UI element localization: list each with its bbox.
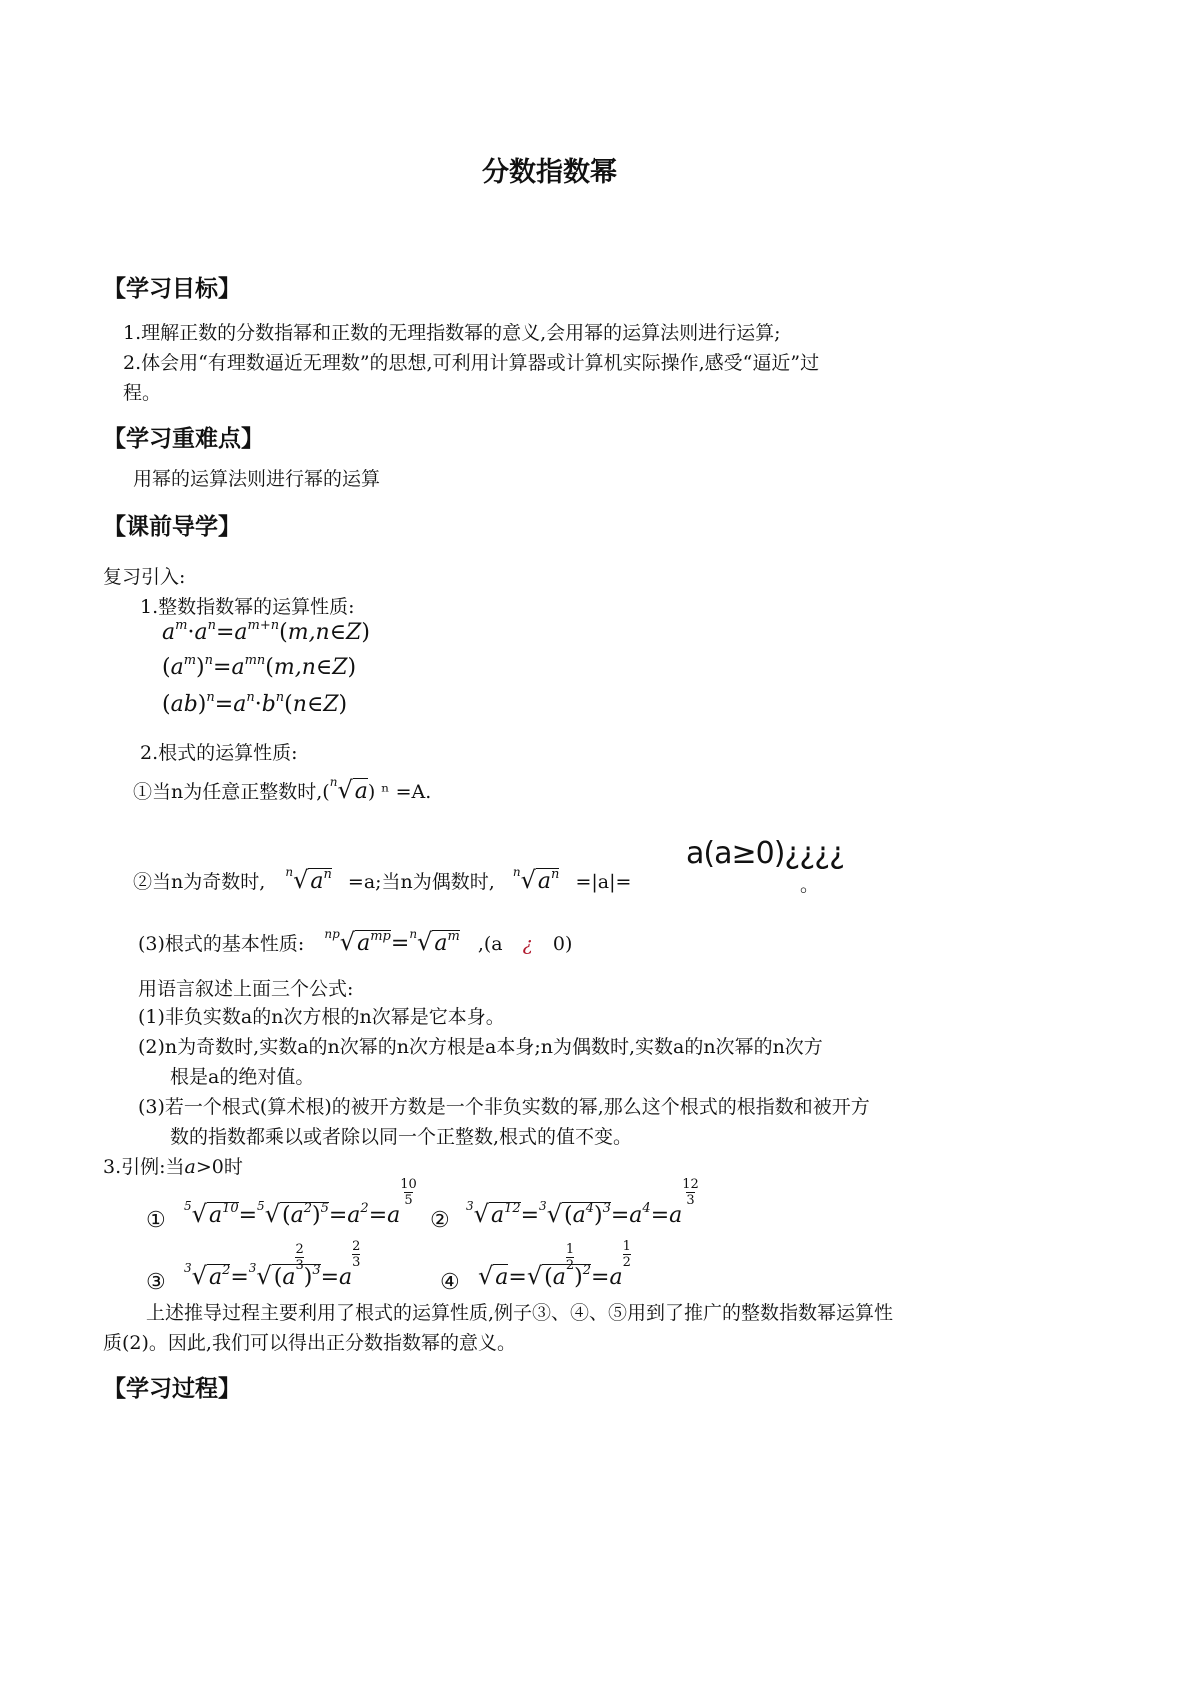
radical-rule-2	[133, 866, 631, 894]
summary-line-2: 质(2)。因此,我们可以得出正分数指数幂的意义。	[103, 1332, 516, 1354]
rule2-brace-text: a(a≥0)¿¿¿¿	[686, 836, 845, 871]
example-4-marker: ④	[440, 1270, 460, 1295]
rule3-suffix: ,(a	[477, 933, 503, 955]
language-intro: 用语言叙述上面三个公式:	[138, 978, 354, 1000]
example-4-formula: √a=√(a $\frac{1}{2}$ )$^2$=a $\frac{1}{2}$	[478, 1262, 631, 1295]
statement-2: (2)n为奇数时,实数a的n次幂的n次方根是a本身;n为偶数时,实数a的n次幂的n次方	[138, 1036, 823, 1058]
rule1-suffix: ) ⁿ =A.	[367, 781, 432, 803]
statement-3-cont: 数的指数都乘以或者除以同一个正整数,根式的值不变。	[170, 1126, 633, 1148]
rule1-prefix: ①当n为任意正整数时,(	[133, 781, 330, 803]
example-2-formula: $^3√a^{12}=^3√(a^4)^3=a^4=a$ $\frac{12}{3}$	[466, 1177, 699, 1228]
section-heading-goals: 【学习目标】	[103, 276, 241, 302]
rule3-prefix: (3)根式的基本性质:	[138, 933, 305, 955]
rule2-even-radical: $^n√a^n$	[512, 865, 560, 894]
rule2-odd-radical: $^n√a^n$	[285, 865, 332, 894]
radical-rule-3	[138, 928, 572, 956]
example-3-formula: $^3√a^2=^3√(a$ $\frac{2}{3}$ )$^3$=a $\frac{2}{3}$	[184, 1262, 360, 1295]
example-var: a	[184, 1156, 196, 1178]
example-3-marker: ③	[146, 1270, 166, 1295]
key-points-text: 用幂的运算法则进行幂的运算	[133, 468, 381, 490]
item1-label: 1.整数指数幂的运算性质:	[140, 596, 355, 618]
rule3-end: 0)	[552, 933, 573, 955]
goal-item-2-cont: 程。	[123, 382, 162, 404]
rule3-formula: $^{np}√a^{mp}=^n√a^m$	[324, 927, 460, 956]
rule2-abs: =|a|=	[575, 871, 632, 893]
goal-item-1: 1.理解正数的分数指幂和正数的无理指数幂的意义,会用幂的运算法则进行运算;	[123, 322, 781, 344]
rule2-end: 。	[800, 874, 820, 896]
rule1-radical: $^n$√a	[329, 775, 368, 804]
statement-1: (1)非负实数a的n次方根的n次幂是它本身。	[138, 1006, 505, 1028]
example-label-text: 3.引例:当	[103, 1156, 185, 1178]
rule2-mid: =a;当n为偶数时,	[347, 871, 495, 893]
rule2-brace	[686, 836, 844, 871]
page-title: 分数指数幂	[482, 157, 617, 188]
example-label	[103, 1152, 243, 1179]
goal-item-2: 2.体会用“有理数逼近无理数”的思想,可利用计算器或计算机实际操作,感受“逼近”过	[123, 352, 820, 374]
review-label: 复习引入:	[103, 566, 186, 588]
statement-2-cont: 根是a的绝对值。	[170, 1066, 315, 1088]
example-1-formula: $^5√a^{10}=^5√(a^2)^5=a^2=a$ $\frac{10}{5}$	[184, 1177, 417, 1228]
item2-label: 2.根式的运算性质:	[140, 742, 298, 764]
rule2-prefix: ②当n为奇数时,	[133, 871, 266, 893]
example-2-marker: ②	[430, 1208, 450, 1233]
section-heading-preview: 【课前导学】	[103, 514, 241, 540]
formula-product-power-rule: $(ab)^n=a^n\cdot b^n(n\in Z)$	[162, 690, 348, 717]
rule3-glyph: ¿	[522, 933, 533, 955]
section-heading-process: 【学习过程】	[103, 1376, 241, 1402]
example-1-marker: ①	[146, 1208, 166, 1233]
section-heading-key-points: 【学习重难点】	[103, 426, 264, 452]
radical-rule-1	[133, 776, 431, 804]
example-cond-text: >0时	[195, 1156, 243, 1178]
statement-3: (3)若一个根式(算术根)的被开方数是一个非负实数的幂,那么这个根式的根指数和被开方	[138, 1096, 870, 1118]
formula-product-rule: $a^m\cdot a^n=a^{m+n}(m,n\in Z)$	[162, 618, 370, 645]
formula-power-rule: $(a^m)^n=a^{mn}(m,n\in Z)$	[162, 653, 357, 680]
summary-line-1: 上述推导过程主要利用了根式的运算性质,例子③、④、⑤用到了推广的整数指数幂运算性	[146, 1302, 894, 1324]
